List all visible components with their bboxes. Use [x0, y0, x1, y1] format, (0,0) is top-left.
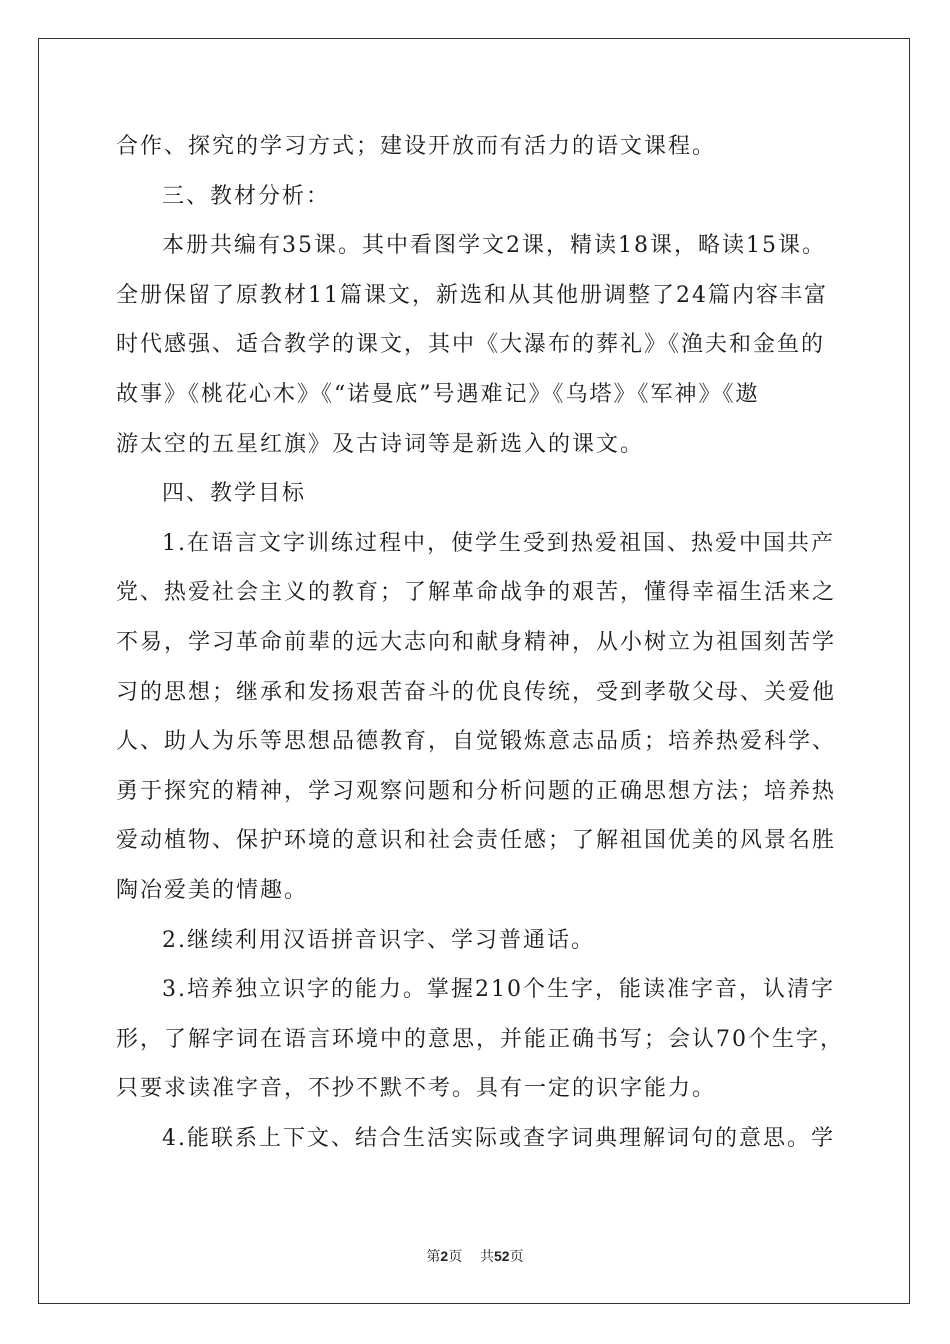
section-heading: 三、教材分析：	[162, 183, 331, 209]
page-prefix: 第	[426, 1249, 441, 1265]
text-line: 陶冶爱美的情趣。	[116, 877, 309, 903]
text-line: 合作、探究的学习方式；建设开放而有活力的语文课程。	[116, 134, 717, 159]
text-line: 只要求读准字音，不抄不默不考。具有一定的识字能力。	[116, 1076, 717, 1102]
text-line: 全册保留了原教材11篇课文，新选和从其他册调整了24篇内容丰富	[116, 282, 828, 308]
page-suffix: 页	[448, 1249, 463, 1265]
page-footer	[0, 1246, 950, 1266]
text-line: 3.培养独立识字的能力。掌握210个生字，能读准字音，认清字	[162, 977, 835, 1003]
text-line: 时代感强、适合教学的课文，其中《大瀑布的葬礼》《渔夫和金鱼的	[116, 332, 826, 358]
text-line: 2.继续利用汉语拼音识字、学习普通话。	[162, 927, 595, 953]
text-line: 本册共编有35课。其中看图学文2课，精读18课，略读15课。	[162, 233, 826, 259]
page-number: 2	[440, 1248, 449, 1264]
total-pages: 52	[494, 1248, 510, 1264]
text-line: 形，了解字词在语言环境中的意思，并能正确书写；会认70个生字，	[116, 1026, 844, 1052]
text-line: 故事》《桃花心木》《“诺曼底”号遇难记》《乌塔》《军神》《遨	[116, 381, 760, 407]
text-line: 4.能联系上下文、结合生活实际或查字词典理解词句的意思。学	[162, 1125, 835, 1151]
total-prefix: 共	[480, 1249, 495, 1265]
section-heading: 四、教学目标	[162, 481, 307, 507]
text-line: 习的思想；继承和发扬艰苦奋斗的优良传统，受到孝敬父母、关爱他	[116, 679, 837, 705]
text-line: 勇于探究的精神，学习观察问题和分析问题的正确思想方法；培养热	[116, 778, 837, 804]
text-line: 不易，学习革命前辈的远大志向和献身精神，从小树立为祖国刻苦学	[116, 629, 837, 655]
text-line: 人、助人为乐等思想品德教育，自觉锻炼意志品质；培养热爱科学、	[116, 729, 837, 755]
text-line: 游太空的五星红旗》及古诗词等是新选入的课文。	[116, 431, 645, 457]
document-body	[116, 122, 844, 1163]
total-suffix: 页	[509, 1249, 524, 1265]
text-line: 党、热爱社会主义的教育；了解革命战争的艰苦，懂得幸福生活来之	[116, 580, 837, 606]
text-line: 爱动植物、保护环境的意识和社会责任感；了解祖国优美的风景名胜	[116, 828, 837, 854]
text-line: 1.在语言文字训练过程中，使学生受到热爱祖国、热爱中国共产	[162, 530, 835, 556]
